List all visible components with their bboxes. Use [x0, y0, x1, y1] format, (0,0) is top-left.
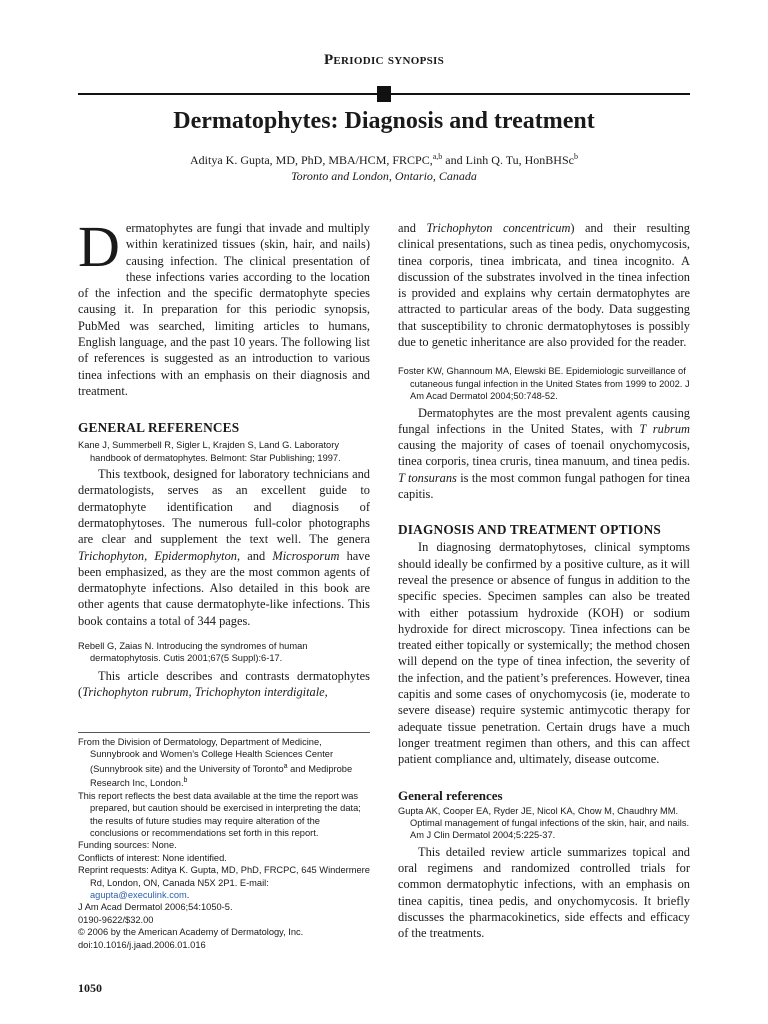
- footnote-rule: [78, 732, 370, 733]
- diagnosis-treatment-heading: DIAGNOSIS AND TREATMENT OPTIONS: [398, 522, 661, 538]
- text: ) and their resulting clinical presentations, such as tinea pedis, onychomycosis, tinea corporis, tinea imbricata, and tinea incognito. A discussion of the substrates involved in the tinea infection is provided and explains why certain dermatophytes are attracted to particular areas of the body. Data suggesting that susceptibility to chronic dermatophytoses is possibly due to genetic inheritance are also provided for the reader.: [398, 221, 690, 350]
- article-title: Dermatophytes: Diagnosis and treatment: [173, 108, 595, 134]
- drop-cap: D: [78, 214, 120, 279]
- text: is the most common fungal pathogen for tinea capitis.: [398, 470, 690, 502]
- genus-microsporum: Microsporum: [272, 548, 340, 563]
- affiliation-location: Toronto and London, Ontario, Canada: [291, 169, 477, 183]
- author-gupta: Aditya K. Gupta, MD, PhD, MBA/HCM, FRCPC,: [190, 153, 433, 167]
- footnote-citation: J Am Acad Dermatol 2006;54:1050-5.: [78, 902, 233, 913]
- header-rule-block: [377, 86, 391, 102]
- footnote-reprint: [78, 864, 370, 901]
- species-names: Trichophyton rubrum, Trichophyton interdigitale,: [82, 685, 328, 700]
- footnote-doi: doi:10.1016/j.jaad.2006.01.016: [78, 939, 206, 950]
- footnote-conflicts: Conflicts of interest: None identified.: [78, 852, 227, 863]
- text: From the Division of Dermatology, Department of Medicine, Sunnybrook and Women’s College Health Sciences Center (Sunnybrook site) and the University of Toronto: [78, 737, 334, 774]
- species-t-rubrum: T rubrum: [639, 421, 690, 436]
- text: , and: [236, 548, 273, 563]
- general-references-subheading: General references: [398, 787, 503, 803]
- text: have been emphasized, as they are the most common agents of dermatophyte infections. Also detailed in this book are other agents that cause dermatophyte-like infections. This book contains a total of 344 pages.: [78, 548, 370, 628]
- affil-mark-b: b: [183, 777, 188, 785]
- author-tu: and Linh Q. Tu, HonBHSc: [442, 153, 574, 167]
- intro-paragraph: [78, 214, 370, 399]
- footnote-disclaimer: This report reflects the best data available at the time the report was prepared, but caution should be exercised in interpreting the data; the results of future studies may require alteration of the conclusions or recommendations set forth in this report.: [78, 790, 361, 839]
- text: and: [398, 221, 427, 235]
- species-concentricum: Trichophyton concentricum: [426, 221, 571, 235]
- species-t-tonsurans: T tonsurans: [398, 470, 457, 485]
- affil-mark-a: a: [283, 762, 288, 770]
- author-line: [0, 152, 768, 168]
- paragraph-foster-summary: [398, 405, 690, 503]
- text: and Mediprobe Research Inc, London.: [90, 763, 353, 789]
- left-column: [78, 214, 370, 700]
- paragraph-diagnosis: In diagnosing dermatophytoses, clinical symptoms should ideally be confirmed by a positive culture, as it will reveal the presence or absence of fungus in addition to the specific species. Specimen samples can also be treated with either potassium hydroxide (KOH) or sodium hydroxide for direct microscopy. Tinea infections can be treated either topically or systemically; the method chosen will depend on the type of tinea infection, the severity of the infection, and the patient’s preferences. However, tinea capitis and some cases of onychomycosis (ie, moderate to severe disease) require systemic antimycotic therapy for adequate tissue penetration. Certain drugs have a much longer treatment regimen than others, and this can affect patient compliance and, ultimately, disease outcome.: [398, 540, 690, 767]
- right-column: [398, 220, 690, 942]
- footnote-copyright: © 2006 by the American Academy of Dermatology, Inc.: [78, 927, 304, 938]
- footnote-funding: Funding sources: None.: [78, 840, 177, 851]
- paragraph-rebell-summary: [78, 668, 370, 701]
- page-number: 1050: [78, 981, 102, 995]
- reference-gupta: Gupta AK, Cooper EA, Ryder JE, Nicol KA, Chow M, Chaudhry MM. Optimal management of fungal infections of the skin, hair, and nails. Am J Clin Dermatol 2004;5:225-37.: [398, 805, 690, 841]
- genus-names: Trichophyton, Epidermophyton: [78, 548, 237, 563]
- email-link[interactable]: agupta@execulink.com: [90, 890, 187, 901]
- author-tu-affil-mark: b: [573, 152, 578, 161]
- footnote-issn: 0190-9622/$32.00: [78, 914, 154, 925]
- paragraph-kane-summary: [78, 466, 370, 629]
- general-references-heading: GENERAL REFERENCES: [78, 420, 240, 436]
- reference-foster: Foster KW, Ghannoum MA, Elewski BE. Epidemiologic surveillance of cutaneous fungal infection in the United States from 1999 to 2002. J Am Acad Dermatol 2004;50:748-52.: [398, 366, 690, 402]
- reference-rebell: Rebell G, Zaias N. Introducing the syndromes of human dermatophytosis. Cutis 2001;67(5 Suppl):6-17.: [78, 641, 308, 664]
- text: Dermatophytes are the most prevalent agents causing fungal infections in the United States, with: [398, 405, 690, 436]
- section-label: Periodic synopsis: [323, 52, 445, 68]
- text: This textbook, designed for laboratory technicians and dermatologists, serves as an excellent guide to dermatophyte identification and diagnosis of dermatophytoses. The numerous full-color photographs are clear and supplement the text well. The genera: [78, 467, 370, 547]
- text: Reprint requests: Aditya K. Gupta, MD, PhD, FRCPC, 645 Windermere Rd, London, ON, Canada N5X 2P1. E-mail:: [78, 865, 370, 888]
- reference-kane: Kane J, Summerbell R, Sigler L, Krajden S, Land G. Laboratory handbook of dermatophytes. Belmont: Star Publishing; 1997.: [78, 440, 341, 463]
- footnote-affiliations: [78, 736, 370, 790]
- text: This article describes and contrasts dermatophytes (: [78, 668, 370, 700]
- text: .: [186, 890, 190, 901]
- text: causing the majority of cases of toenail onychomycosis, tinea corporis, tinea cruris, tinea manuum, and tinea pedis.: [398, 438, 690, 469]
- paragraph-rebell-continued: [398, 220, 690, 350]
- paragraph-gupta-summary: This detailed review article summarizes topical and oral regimens and randomized controlled trials for common dermatophytic infections, with an emphasis on tinea capitis, tinea pedis, and onychomycosis. It briefly discusses the pharmacokinetics, side effects and efficacy of the treatments.: [398, 844, 690, 941]
- author-gupta-affil-marks: a,b: [432, 152, 443, 161]
- intro-text: ermatophytes are fungi that invade and multiply within keratinized tissues (skin, hair, and nails) causing infection. The clinical presentation of these infections varies according to the location of the infection and the specific dermatophyte species causing it. In preparation for this periodic synopsis, PubMed was searched, limiting articles to humans, English language, and the past 10 years. The following list of references is suggested as an introduction to various tinea infections with an emphasis on their diagnosis and treatment.: [78, 221, 370, 398]
- footnotes: [78, 736, 370, 951]
